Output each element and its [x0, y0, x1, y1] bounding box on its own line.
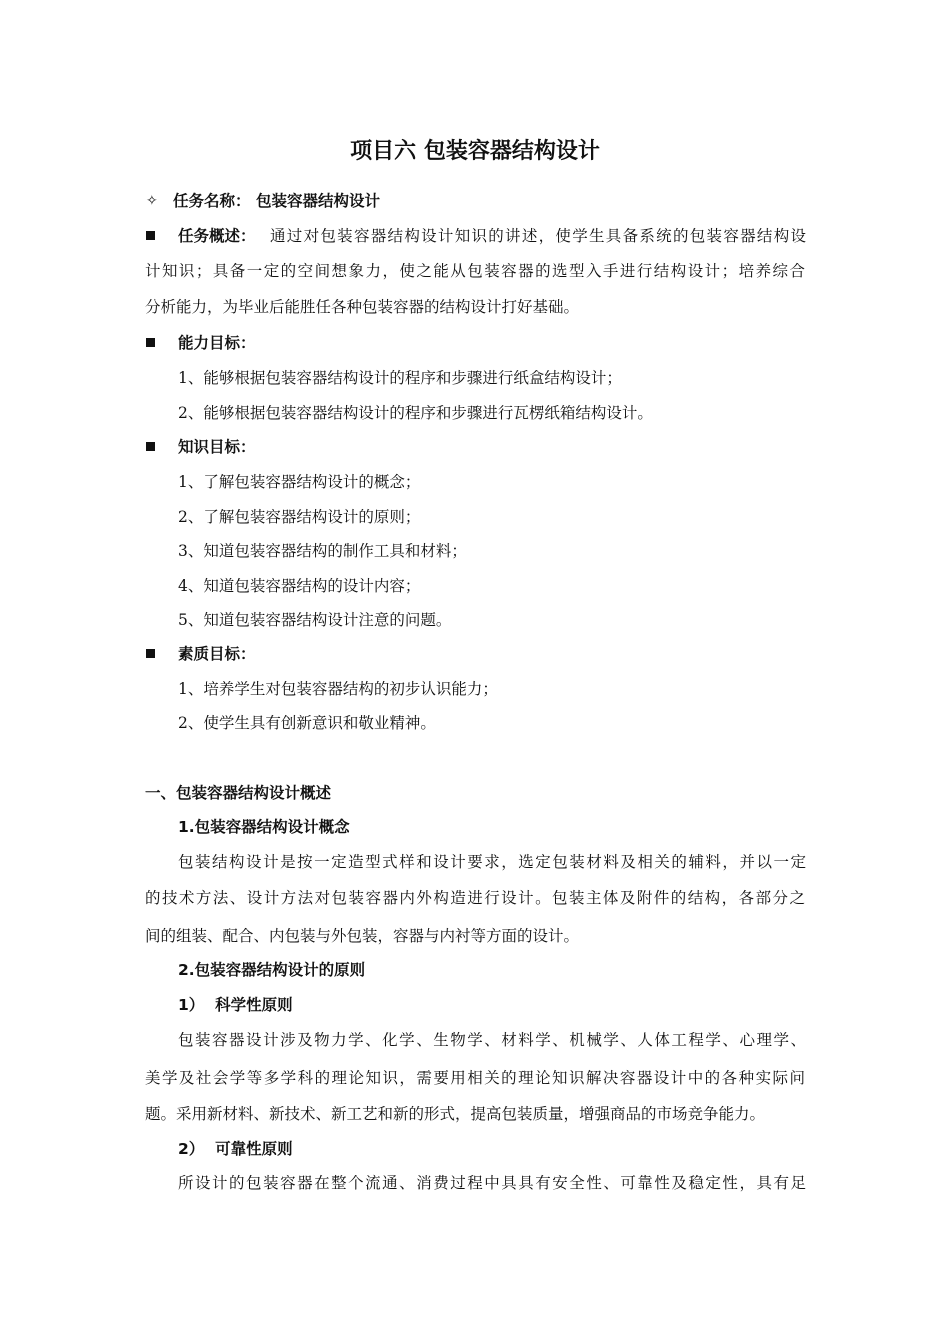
- page-title: 项目六 包装容器结构设计: [350, 139, 600, 164]
- principle-heading: 1） 科学性原则: [178, 996, 293, 1014]
- paragraph-line: 所设计的包装容器在整个流通、消费过程中具具有安全性、可靠性及稳定性，具有足: [178, 1174, 806, 1192]
- square-bullet-icon: [146, 442, 155, 451]
- paragraph-line: 间的组装、配合、内包装与外包装，容器与内衬等方面的设计。: [145, 927, 580, 945]
- paragraph-line: 的技术方法、设计方法对包装容器内外构造进行设计。包装主体及附件的结构，各部分之: [145, 889, 805, 907]
- knowledge-item: 1、了解包装容器结构设计的概念；: [178, 473, 421, 491]
- paragraph-line: 题。采用新材料、新技术、新工艺和新的形式，提高包装质量，增强商品的市场竞争能力。: [145, 1105, 766, 1123]
- overview-label: 任务概述：: [178, 227, 256, 245]
- square-bullet-icon: [146, 231, 155, 240]
- knowledge-item: 4、知道包装容器结构的设计内容；: [178, 577, 421, 595]
- task-name-label: 任务名称：: [173, 192, 251, 210]
- square-bullet-icon: [146, 649, 155, 658]
- paragraph-line: 包装结构设计是按一定造型式样和设计要求，选定包装材料及相关的辅料，并以一定: [178, 853, 806, 871]
- subsection-heading: 1.包装容器结构设计概念: [178, 818, 350, 836]
- quality-label: 素质目标：: [178, 645, 256, 663]
- quality-item: 2、使学生具有创新意识和敬业精神。: [178, 714, 436, 732]
- knowledge-item: 2、了解包装容器结构设计的原则；: [178, 508, 421, 526]
- paragraph-line: 美学及社会学等多学科的理论知识，需要用相关的理论知识解决容器设计中的各种实际问: [145, 1069, 805, 1087]
- square-bullet-icon: [146, 338, 155, 347]
- task-name-value: 包装容器结构设计: [256, 192, 381, 210]
- overview-line-1: 通过对包装容器结构设计知识的讲述，使学生具备系统的包装容器结构设: [270, 227, 806, 245]
- overview-line-3: 分析能力，为毕业后能胜任各种包装容器的结构设计打好基础。: [145, 298, 580, 316]
- ability-item: 1、能够根据包装容器结构设计的程序和步骤进行纸盒结构设计；: [178, 369, 622, 387]
- subsection-heading: 2.包装容器结构设计的原则: [178, 961, 366, 979]
- quality-item: 1、培养学生对包装容器结构的初步认识能力；: [178, 680, 498, 698]
- knowledge-label: 知识目标：: [178, 438, 256, 456]
- ability-item: 2、能够根据包装容器结构设计的程序和步骤进行瓦楞纸箱结构设计。: [178, 404, 653, 422]
- overview-line-2: 计知识；具备一定的空间想象力，使之能从包装容器的选型入手进行结构设计；培养综合: [145, 262, 805, 280]
- paragraph-line: 包装容器设计涉及物力学、化学、生物学、材料学、机械学、人体工程学、心理学、: [178, 1031, 806, 1049]
- principle-heading: 2） 可靠性原则: [178, 1140, 293, 1158]
- knowledge-item: 5、知道包装容器结构设计注意的问题。: [178, 611, 452, 629]
- diamond-bullet-icon: ✧: [146, 193, 158, 209]
- ability-label: 能力目标：: [178, 334, 256, 352]
- knowledge-item: 3、知道包装容器结构的制作工具和材料；: [178, 542, 467, 560]
- section-heading: 一、包装容器结构设计概述: [145, 784, 332, 802]
